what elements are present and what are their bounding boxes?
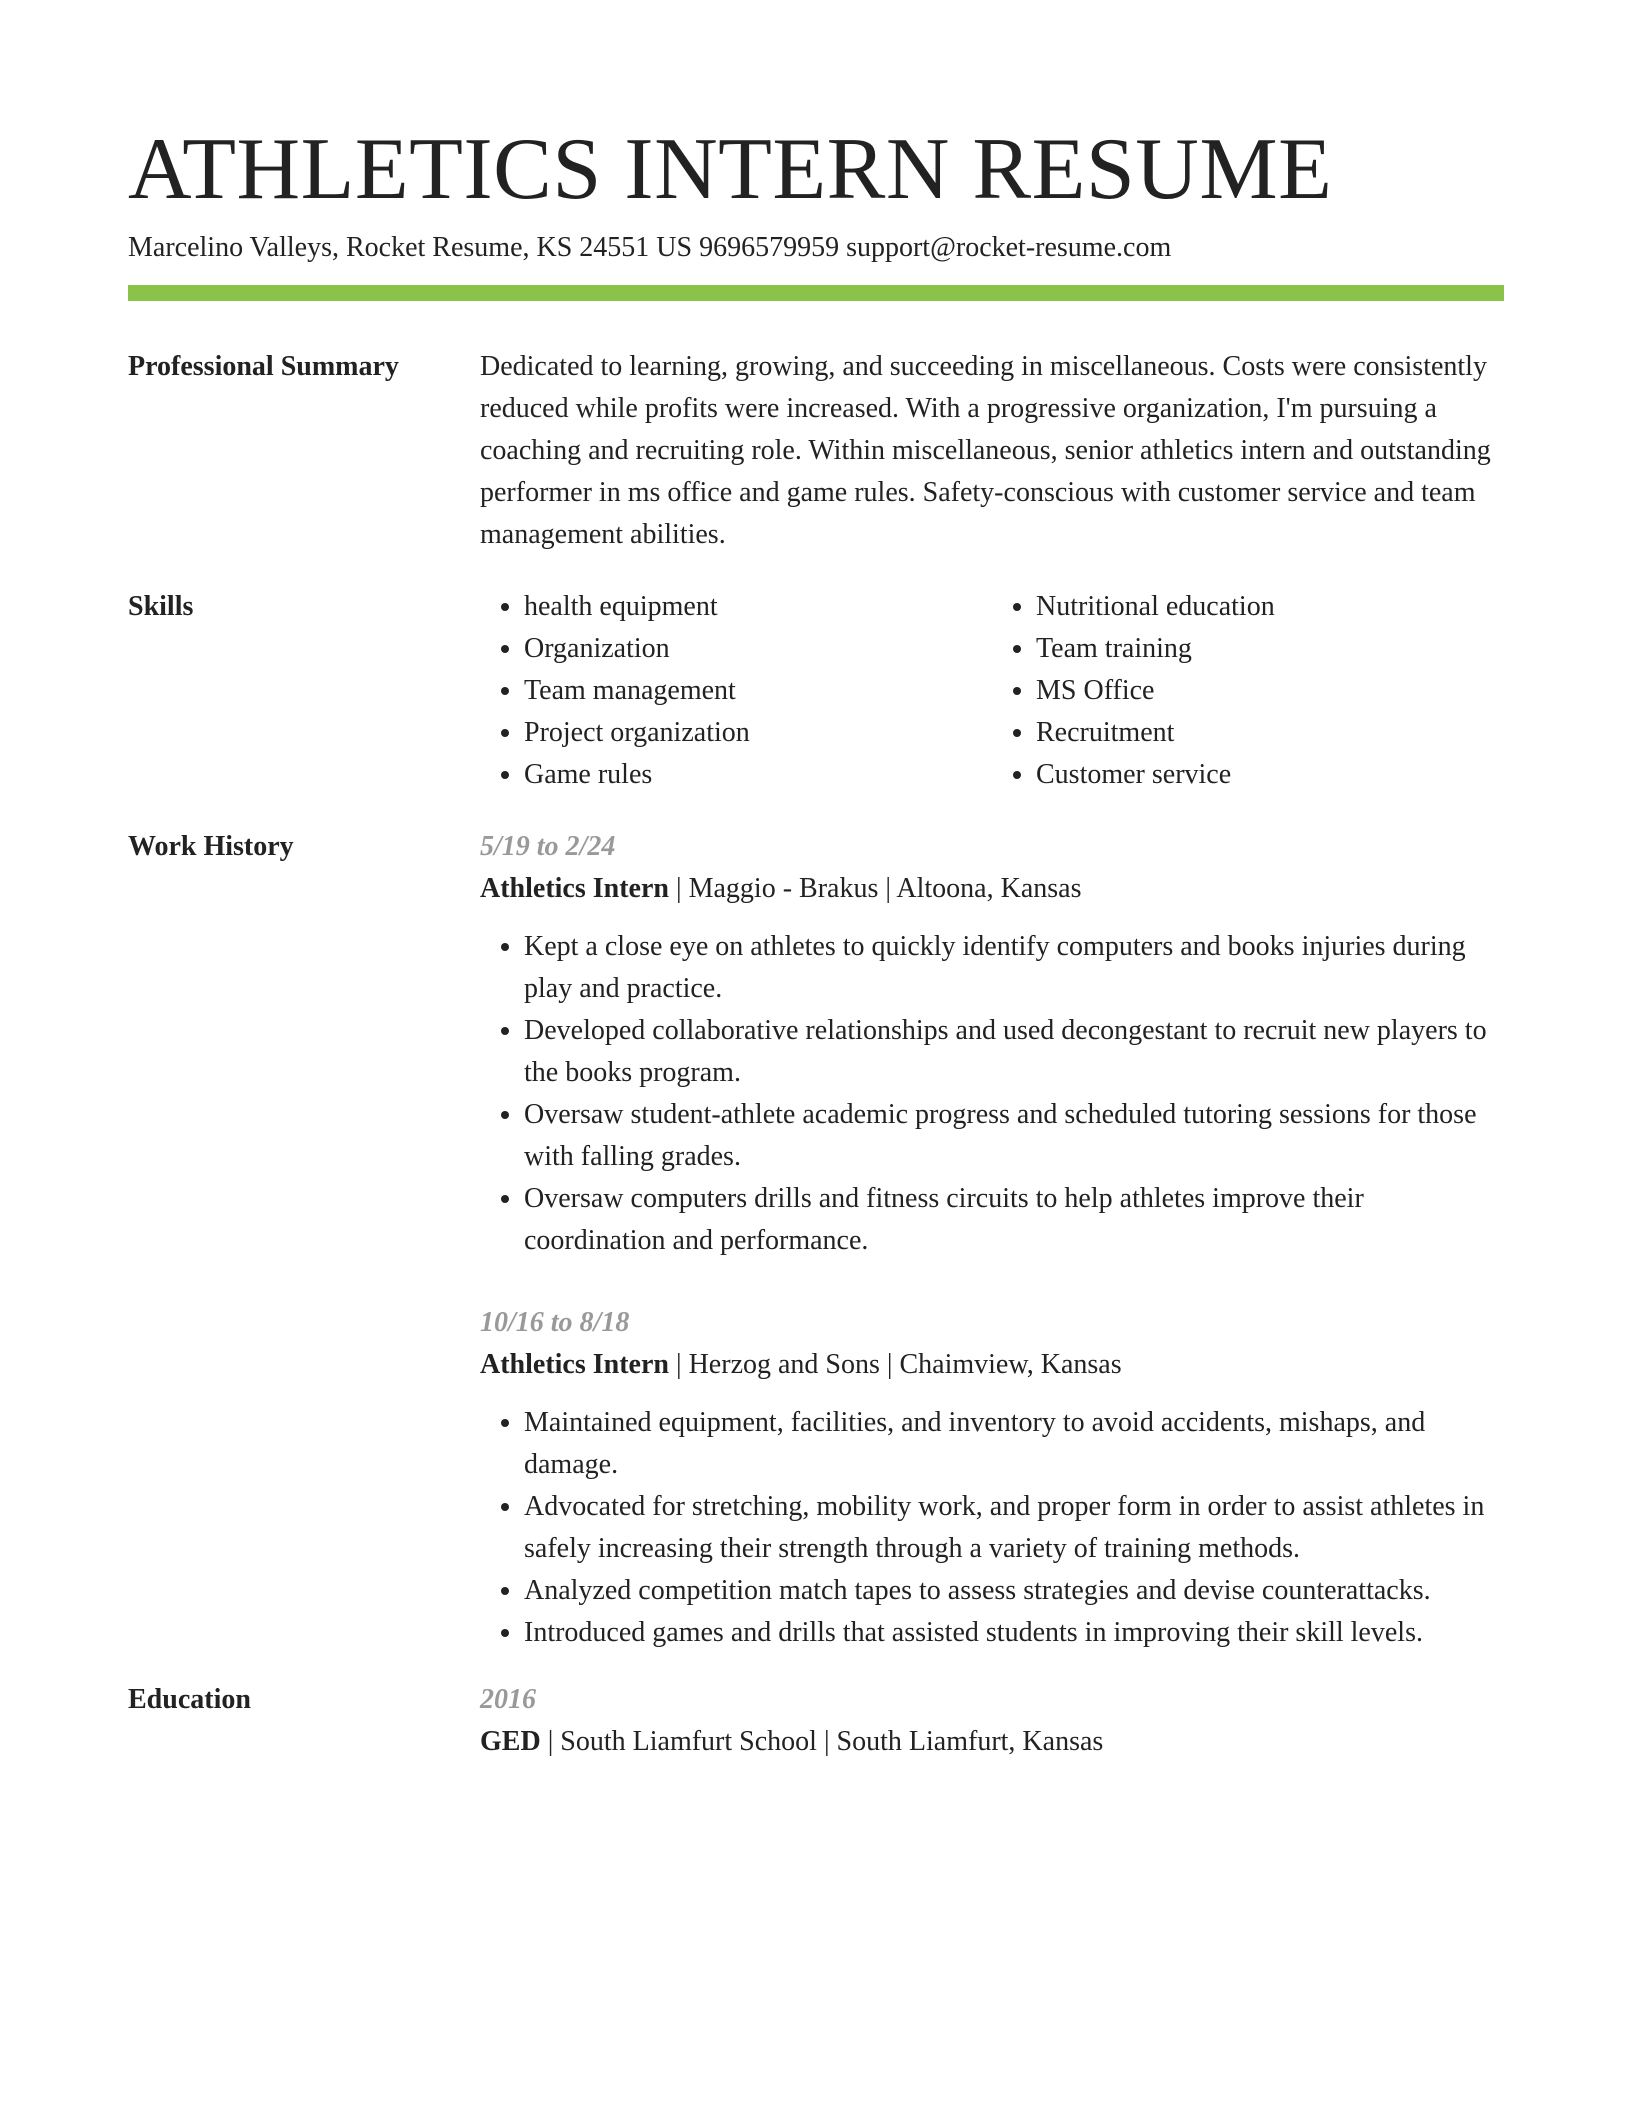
job-entry [480, 826, 1504, 1262]
job-entry [480, 1302, 1504, 1654]
job-dates: 10/16 to 8/18 [480, 1307, 630, 1338]
skill-item: • Team management [524, 670, 992, 712]
job-bullets [480, 926, 1504, 1262]
skill-item: • Project organization [524, 712, 992, 754]
job-bullet: • Advocated for stretching, mobility work, and proper form in order to assist athletes in safely increasing their strength through a variety of training methods. [524, 1486, 1504, 1570]
skill-item: • Team training [1036, 628, 1504, 670]
contact-line: Marcelino Valleys, Rocket Resume, KS 24551 US 9696579959 support@rocket-resume.com [128, 232, 1172, 263]
skill-item: • Game rules [524, 754, 992, 796]
job-title: Athletics Intern [480, 1349, 669, 1380]
job-bullet: • Oversaw student-athlete academic progress and scheduled tutoring sessions for those with falling grades. [524, 1094, 1504, 1178]
summary-text: Dedicated to learning, growing, and succeeding in miscellaneous. Costs were consistently reduced while profits were increased. With a progressive organization, I'm pursuing a coaching and recruiting role. Within miscellaneous, senior athletics intern and outstanding performer in ms office and game rules. Safety-conscious with customer service and team management abilities. [480, 351, 1491, 550]
job-bullets [480, 1402, 1504, 1654]
job-heading [480, 1344, 1504, 1386]
job-bullet: • Analyzed competition match tapes to assess strategies and devise counterattacks. [524, 1570, 1504, 1612]
summary-label: Professional Summary [128, 351, 399, 382]
education-degree: GED [480, 1726, 541, 1757]
skill-item: • Recruitment [1036, 712, 1504, 754]
education-heading [480, 1721, 1504, 1763]
skills-list-left [480, 586, 992, 796]
education-details: | South Liamfurt School | South Liamfurt, Kansas [540, 1726, 1104, 1757]
skill-item: • MS Office [1036, 670, 1504, 712]
job-title: Athletics Intern [480, 873, 669, 904]
work-history-label: Work History [128, 831, 294, 862]
skills-list-right [992, 586, 1504, 796]
skill-item: • Customer service [1036, 754, 1504, 796]
skills-label: Skills [128, 591, 194, 622]
job-bullet: • Developed collaborative relationships and used decongestant to recruit new players to the books program. [524, 1010, 1504, 1094]
skill-item: • Nutritional education [1036, 586, 1504, 628]
header-divider [128, 285, 1504, 301]
education-label: Education [128, 1684, 251, 1715]
job-bullet: • Introduced games and drills that assisted students in improving their skill levels. [524, 1612, 1504, 1654]
skill-item: • Organization [524, 628, 992, 670]
job-heading [480, 868, 1504, 910]
job-dates: 5/19 to 2/24 [480, 831, 616, 862]
job-bullet: • Maintained equipment, facilities, and inventory to avoid accidents, mishaps, and damage. [524, 1402, 1504, 1486]
job-details: | Maggio - Brakus | Altoona, Kansas [668, 873, 1082, 904]
job-bullet: • Oversaw computers drills and fitness circuits to help athletes improve their coordination and performance. [524, 1178, 1504, 1262]
education-year: 2016 [480, 1684, 536, 1715]
job-details: | Herzog and Sons | Chaimview, Kansas [668, 1349, 1122, 1380]
job-bullet: • Kept a close eye on athletes to quickly identify computers and books injuries during play and practice. [524, 926, 1504, 1010]
resume-title: ATHLETICS INTERN RESUME [128, 121, 1333, 218]
skill-item: • health equipment [524, 586, 992, 628]
